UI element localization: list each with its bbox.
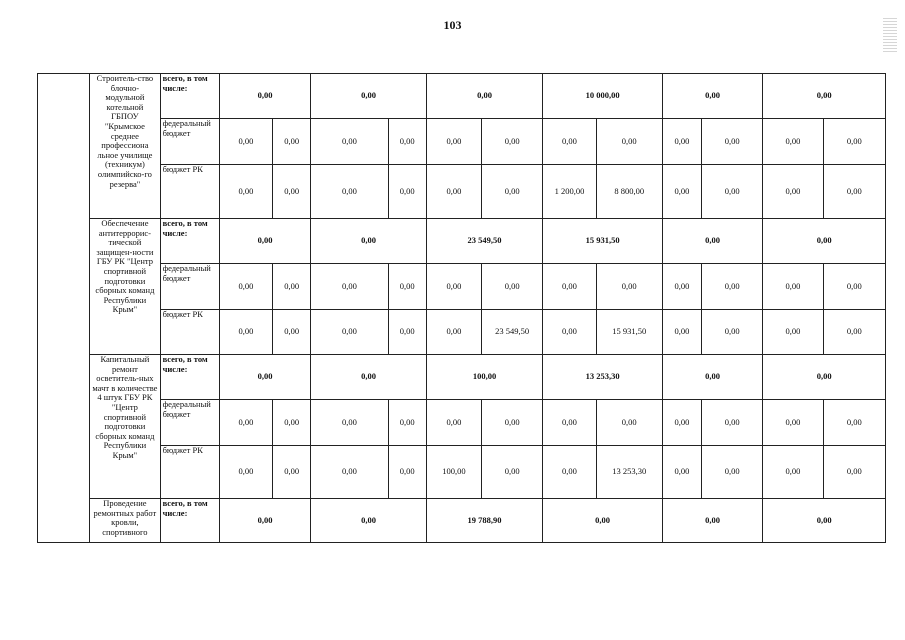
total-value: 0,00: [426, 74, 543, 119]
regional-value: 0,00: [763, 310, 823, 355]
federal-value: 0,00: [482, 264, 543, 310]
table-row: [38, 355, 886, 400]
federal-value: 0,00: [543, 119, 596, 165]
federal-value: 0,00: [482, 119, 543, 165]
table-row: [38, 310, 886, 355]
total-value: 0,00: [763, 74, 886, 119]
regional-value: 0,00: [426, 310, 481, 355]
federal-value: 0,00: [388, 400, 426, 446]
total-value: 0,00: [311, 355, 427, 400]
regional-value: 0,00: [311, 446, 388, 499]
federal-value: 0,00: [543, 400, 596, 446]
total-value: 0,00: [311, 219, 427, 264]
federal-value: 0,00: [763, 400, 823, 446]
total-value: 0,00: [662, 74, 762, 119]
total-value: 0,00: [311, 499, 427, 543]
total-value: 0,00: [662, 355, 762, 400]
regional-value: 0,00: [482, 165, 543, 219]
source-label-federal: федеральный бюджет: [160, 264, 219, 310]
total-value: 0,00: [219, 355, 310, 400]
regional-value: 23 549,50: [482, 310, 543, 355]
regional-value: 0,00: [543, 310, 596, 355]
federal-value: 0,00: [662, 264, 701, 310]
table-row: [38, 219, 886, 264]
regional-value: 0,00: [388, 165, 426, 219]
regional-value: 0,00: [219, 310, 272, 355]
total-value: 10 000,00: [543, 74, 663, 119]
federal-value: 0,00: [543, 264, 596, 310]
total-value: 13 253,30: [543, 355, 663, 400]
federal-value: 0,00: [426, 119, 481, 165]
federal-value: 0,00: [702, 400, 763, 446]
source-label-regional: бюджет РК: [160, 165, 219, 219]
regional-value: 0,00: [702, 310, 763, 355]
federal-value: 0,00: [311, 400, 388, 446]
total-value: 0,00: [219, 219, 310, 264]
regional-value: 0,00: [311, 310, 388, 355]
source-label-total: всего, в том числе:: [160, 499, 219, 543]
federal-value: 0,00: [311, 119, 388, 165]
federal-value: 0,00: [823, 400, 885, 446]
source-label-total: всего, в том числе:: [160, 74, 219, 119]
federal-value: 0,00: [219, 264, 272, 310]
scan-edge-mark: [883, 18, 897, 52]
federal-value: 0,00: [426, 400, 481, 446]
federal-value: 0,00: [823, 119, 885, 165]
federal-value: 0,00: [596, 119, 662, 165]
table-row: [38, 499, 886, 543]
regional-value: 15 931,50: [596, 310, 662, 355]
regional-value: 0,00: [273, 310, 311, 355]
source-label-regional: бюджет РК: [160, 310, 219, 355]
total-value: 100,00: [426, 355, 543, 400]
source-label-federal: федеральный бюджет: [160, 119, 219, 165]
federal-value: 0,00: [273, 119, 311, 165]
blank-left-cell: [38, 74, 90, 543]
regional-value: 0,00: [763, 165, 823, 219]
total-value: 19 788,90: [426, 499, 543, 543]
regional-value: 0,00: [702, 165, 763, 219]
table-row: [38, 74, 886, 119]
federal-value: 0,00: [662, 119, 701, 165]
regional-value: 0,00: [662, 165, 701, 219]
federal-value: 0,00: [273, 264, 311, 310]
regional-value: 0,00: [823, 310, 885, 355]
regional-value: 0,00: [311, 165, 388, 219]
measure-name: Строитель-ство блочно-модульной котельной ГБПОУ "Крымское среднее профессиона льное училище (техникум) олимпийско-го резерва": [90, 74, 160, 219]
federal-value: 0,00: [273, 400, 311, 446]
source-label-regional: бюджет РК: [160, 446, 219, 499]
regional-value: 0,00: [823, 165, 885, 219]
total-value: 0,00: [662, 219, 762, 264]
regional-value: 0,00: [219, 165, 272, 219]
total-value: 15 931,50: [543, 219, 663, 264]
regional-value: 0,00: [219, 446, 272, 499]
federal-value: 0,00: [763, 264, 823, 310]
total-value: 0,00: [219, 499, 310, 543]
regional-value: 0,00: [543, 446, 596, 499]
regional-value: 0,00: [388, 310, 426, 355]
source-label-total: всего, в том числе:: [160, 219, 219, 264]
regional-value: 0,00: [823, 446, 885, 499]
page-number: 103: [443, 18, 462, 32]
table-row: [38, 119, 886, 165]
regional-value: 0,00: [482, 446, 543, 499]
federal-value: 0,00: [482, 400, 543, 446]
federal-value: 0,00: [219, 400, 272, 446]
federal-value: 0,00: [823, 264, 885, 310]
source-label-total: всего, в том числе:: [160, 355, 219, 400]
budget-table: [37, 73, 886, 543]
total-value: 0,00: [311, 74, 427, 119]
total-value: 0,00: [763, 355, 886, 400]
regional-value: 0,00: [763, 446, 823, 499]
table-row: [38, 264, 886, 310]
regional-value: 13 253,30: [596, 446, 662, 499]
total-value: 0,00: [763, 219, 886, 264]
total-value: 0,00: [543, 499, 663, 543]
source-label-federal: федеральный бюджет: [160, 400, 219, 446]
table-row: [38, 400, 886, 446]
federal-value: 0,00: [426, 264, 481, 310]
regional-value: 8 800,00: [596, 165, 662, 219]
regional-value: 1 200,00: [543, 165, 596, 219]
measure-name: Проведение ремонтных работ кровли, спортивного: [90, 499, 160, 543]
regional-value: 100,00: [426, 446, 481, 499]
federal-value: 0,00: [763, 119, 823, 165]
federal-value: 0,00: [596, 264, 662, 310]
regional-value: 0,00: [426, 165, 481, 219]
regional-value: 0,00: [702, 446, 763, 499]
federal-value: 0,00: [702, 264, 763, 310]
total-value: 0,00: [662, 499, 762, 543]
table-row: [38, 165, 886, 219]
measure-name: Обеспечение антитеррорис-тической защищен-ности ГБУ РК "Центр спортивной подготовки сборных команд Республики Крым": [90, 219, 160, 355]
federal-value: 0,00: [702, 119, 763, 165]
regional-value: 0,00: [662, 446, 701, 499]
federal-value: 0,00: [388, 119, 426, 165]
total-value: 0,00: [763, 499, 886, 543]
regional-value: 0,00: [273, 165, 311, 219]
federal-value: 0,00: [388, 264, 426, 310]
regional-value: 0,00: [662, 310, 701, 355]
federal-value: 0,00: [219, 119, 272, 165]
total-value: 23 549,50: [426, 219, 543, 264]
regional-value: 0,00: [273, 446, 311, 499]
federal-value: 0,00: [596, 400, 662, 446]
measure-name: Капитальный ремонт осветитель-ных мачт в количестве 4 штук ГБУ РК "Центр спортивной подготовки сборных команд Республики Крым": [90, 355, 160, 499]
federal-value: 0,00: [662, 400, 701, 446]
regional-value: 0,00: [388, 446, 426, 499]
total-value: 0,00: [219, 74, 310, 119]
table-row: [38, 446, 886, 499]
federal-value: 0,00: [311, 264, 388, 310]
